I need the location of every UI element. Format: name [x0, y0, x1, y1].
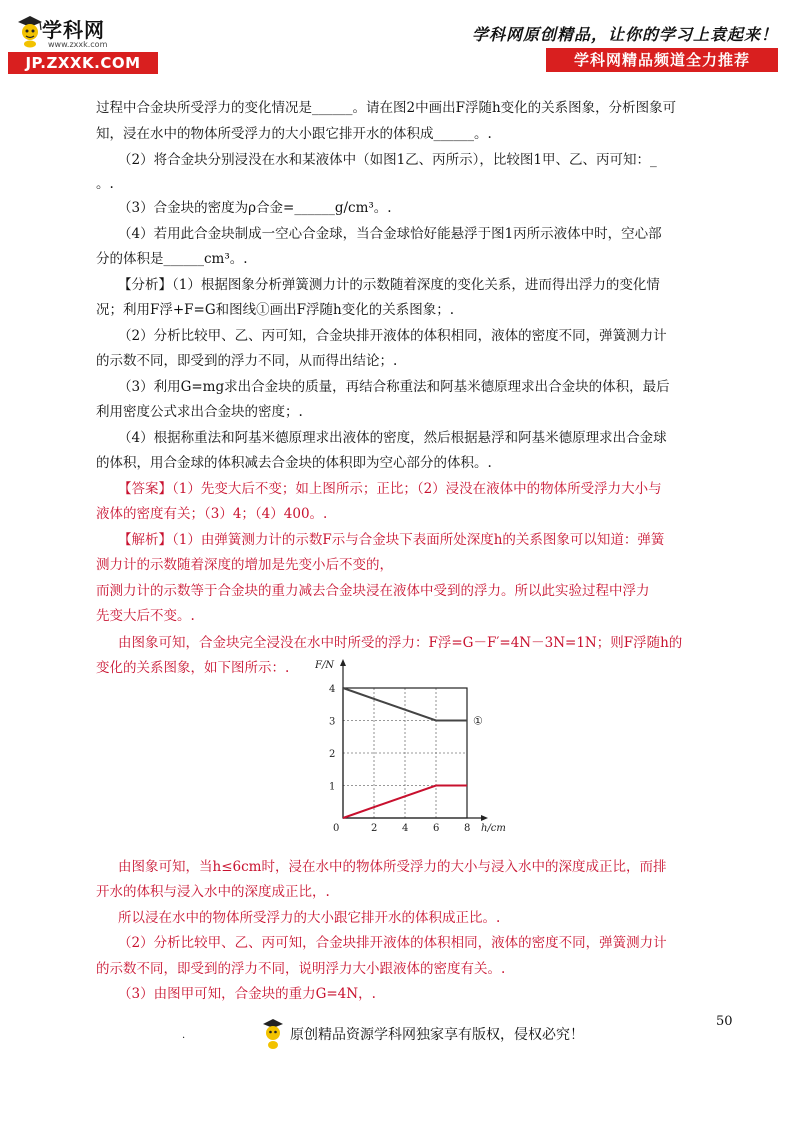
text-line: 分的体积是______cm³。.	[96, 251, 248, 267]
copyright-notice: 原创精品资源学科网独家享有版权，侵权必究！	[290, 1027, 584, 1043]
x-axis-arrow	[481, 815, 488, 821]
x-tick-label: 8	[464, 823, 471, 834]
x-axis-label: h/cm	[481, 823, 506, 834]
footer-dot: .	[182, 1030, 186, 1041]
y-axis-label: F/N	[315, 660, 335, 671]
text-line: （4）根据称重法和阿基米德原理求出液体的密度，然后根据悬浮和阿基米德原理求出合金球	[118, 430, 667, 446]
text-line: 的体积，用合金球的体积减去合金块的体积即为空心部分的体积。.	[96, 455, 492, 471]
footer-mascot-icon	[260, 1015, 286, 1051]
text-line: 【答案】（1）先变大后不变；如上图所示；正比；（2）浸没在液体中的物体所受浮力大小与	[118, 481, 662, 497]
text-line: （3）利用G=mg求出合金块的质量，再结合称重法和阿基米德原理求出合金块的体积，最后	[118, 379, 670, 395]
text-line: 【解析】（1）由弹簧测力计的示数F示与合金块下表面所处深度h的关系图象可以知道：弹簧	[118, 532, 665, 548]
header-slogan: 学科网原创精品，让你的学习上袁起来！	[471, 25, 778, 44]
text-line: 由图象可知，合金块完全浸没在水中时所受的浮力：F浮=G－F′=4N－3N=1N；则F浮随h的	[118, 635, 683, 651]
text-line: 【分析】（1）根据图象分析弹簧测力计的示数随着深度的变化关系，进而得出浮力的变化情	[118, 277, 660, 293]
text-line: 利用密度公式求出合金块的密度；.	[96, 404, 303, 420]
text-line: 况；利用F浮+F=G和图线①画出F浮随h变化的关系图象；.	[96, 302, 454, 318]
text-line: 开水的体积与浸入水中的深度成正比，.	[96, 884, 330, 900]
text-line: 的示数不同，即受到的浮力不同，说明浮力大小跟液体的密度有关。.	[96, 961, 506, 977]
text-line: 变化的关系图象，如下图所示：.	[96, 660, 290, 676]
logo-small-url: www.zxxk.com	[48, 40, 108, 49]
text-line: 过程中合金块所受浮力的变化情况是______。请在图2中画出F浮随h变化的关系图象，分析图象可	[96, 100, 677, 116]
text-line: 先变大后不变。.	[96, 608, 195, 624]
y-tick-label: 1	[329, 781, 336, 793]
text-line: 知，浸在水中的物体所受浮力的大小跟它排开水的体积成______。.	[96, 126, 492, 142]
channel-banner: 学科网精品频道全力推荐	[546, 48, 778, 72]
text-line: （2）将合金块分别浸没在水和某液体中（如图1乙、丙所示），比较图1甲、乙、丙可知：_	[118, 152, 657, 168]
x-tick-label: 0	[333, 823, 340, 834]
x-tick-label: 2	[371, 823, 378, 834]
page-number: 50	[716, 1014, 733, 1029]
text-line: 的示数不同，即受到的浮力不同，从而得出结论；.	[96, 353, 398, 369]
text-line: 。.	[96, 176, 114, 192]
y-tick-label: 3	[329, 716, 336, 728]
text-line: 由图象可知，当h≤6cm时，浸在水中的物体所受浮力的大小与浸入水中的深度成正比，而排	[118, 859, 667, 875]
y-axis-arrow	[340, 659, 346, 666]
text-line: （3）合金块的密度为ρ合金=______g/cm³。.	[118, 200, 392, 216]
series-label: ①	[473, 714, 483, 728]
y-tick-label: 4	[329, 684, 336, 695]
force-depth-chart	[315, 654, 530, 834]
site-logo[interactable]	[8, 8, 158, 74]
text-line: （2）分析比较甲、乙、丙可知，合金块排开液体的体积相同，液体的密度不同，弹簧测力计	[118, 328, 667, 344]
text-line: （4）若用此合金块制成一空心合金球，当合金球恰好能悬浮于图1丙所示液体中时，空心部	[118, 226, 662, 242]
text-line: （2）分析比较甲、乙、丙可知，合金块排开液体的体积相同，液体的密度不同，弹簧测力计	[118, 935, 667, 951]
x-tick-label: 4	[402, 823, 409, 834]
text-line: （3）由图甲可知，合金块的重力G=4N，.	[118, 986, 376, 1002]
logo-text: 学科网	[42, 18, 105, 42]
text-line: 测力计的示数随着深度的增加是先变小后不变的，	[96, 557, 393, 573]
x-tick-label: 6	[433, 823, 440, 834]
text-line: 所以浸在水中的物体所受浮力的大小跟它排开水的体积成正比。.	[118, 910, 501, 926]
text-line: 液体的密度有关；（3）4；（4）400。.	[96, 506, 328, 522]
text-line: 而测力计的示数等于合金块的重力减去合金块浸在液体中受到的浮力。所以此实验过程中浮力	[96, 583, 650, 599]
logo-url-bar: JP.ZXXK.COM	[8, 52, 158, 74]
y-tick-label: 2	[329, 749, 336, 760]
